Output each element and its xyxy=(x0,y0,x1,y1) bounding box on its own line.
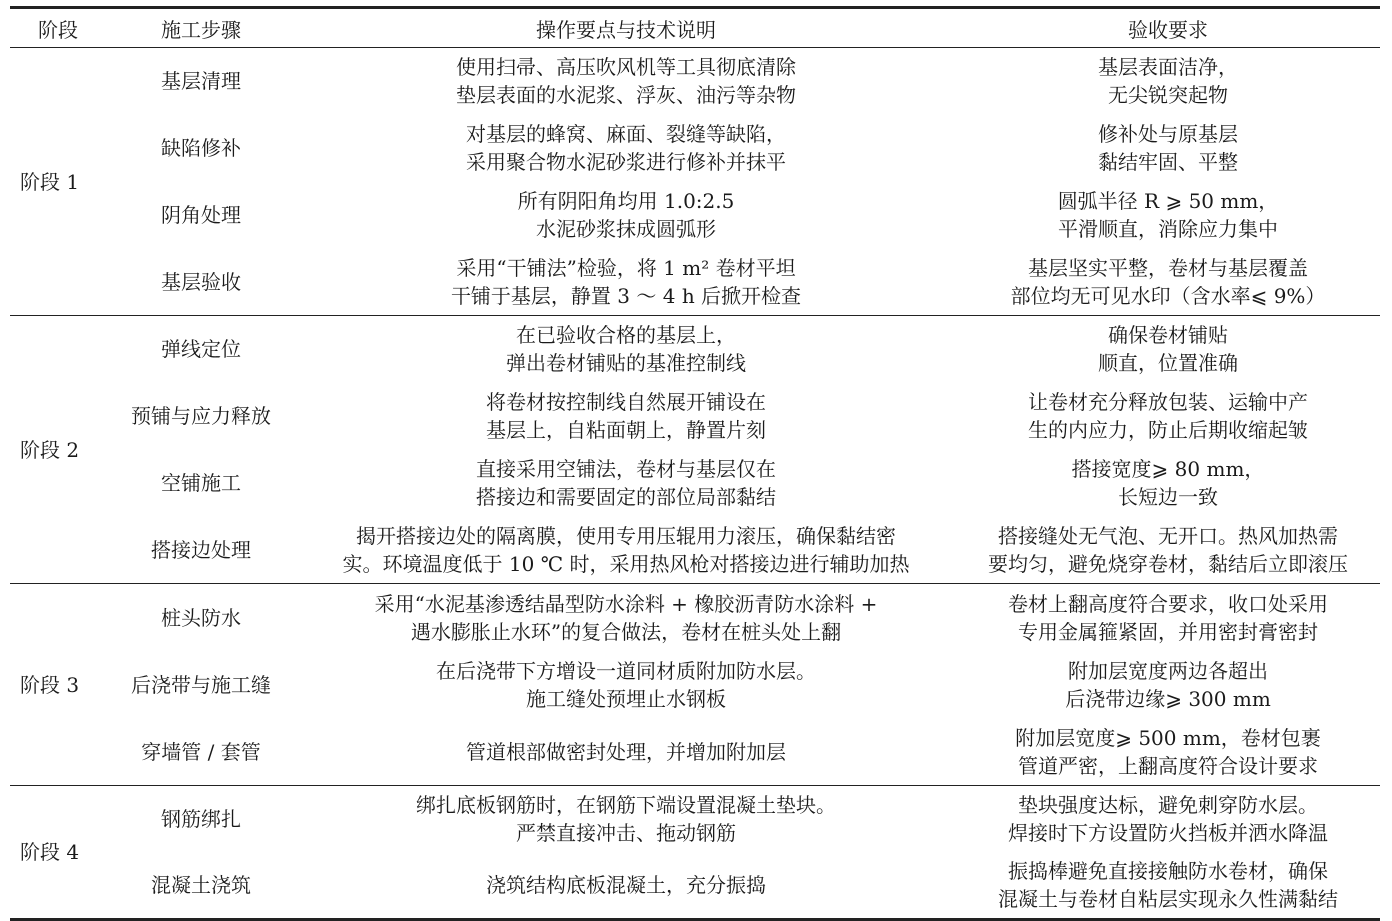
operation-line: 水泥砂浆抹成圆弧形 xyxy=(536,217,716,241)
acceptance-cell xyxy=(956,316,1380,383)
stage-cell: 阶段 2 xyxy=(10,316,106,584)
stage-cell: 阶段 4 xyxy=(10,786,106,920)
operation-line: 揭开搭接边处的隔离膜，使用专用压辊用力滚压，确保黏结密 xyxy=(356,523,896,548)
step-cell: 钢筋绑扎 xyxy=(161,807,241,832)
acceptance-line: 附加层宽度两边各超出 xyxy=(1068,659,1268,683)
acceptance-cell xyxy=(956,652,1380,719)
acceptance-line: 焊接时下方设置防火挡板并洒水降温 xyxy=(1008,821,1328,846)
operation-line: 采用聚合物水泥砂浆进行修补并抹平 xyxy=(466,150,786,174)
acceptance-line: 让卷材充分释放包装、运输中产 xyxy=(1028,390,1308,414)
step-cell: 搭接边处理 xyxy=(106,517,296,584)
acceptance-line: 后浇带边缘⩾ 300 mm xyxy=(1065,687,1271,711)
acceptance-line: 垫块强度达标，避免刺穿防水层。 xyxy=(1018,793,1318,818)
table-row xyxy=(10,115,1380,182)
acceptance-line: 管道严密，上翻高度符合设计要求 xyxy=(1018,753,1318,778)
table-row xyxy=(10,786,1380,853)
step-cell: 穿墙管 / 套管 xyxy=(106,719,296,786)
operation-cell xyxy=(296,316,956,383)
operation-line: 将卷材按控制线自然展开铺设在 xyxy=(486,390,766,414)
acceptance-line: 黏结牢固、平整 xyxy=(1098,150,1238,174)
table-row xyxy=(10,48,1380,115)
step-cell: 基层清理 xyxy=(161,69,241,94)
acceptance-line: 混凝土与卷材自粘层实现永久性满黏结 xyxy=(998,887,1338,912)
operation-line: 所有阴阳角均用 1.0:2.5 xyxy=(517,189,735,213)
acceptance-line: 附加层宽度⩾ 500 mm，卷材包裹 xyxy=(1015,725,1321,750)
acceptance-line: 专用金属箍紧固，并用密封膏密封 xyxy=(1018,619,1318,644)
acceptance-cell xyxy=(956,115,1380,182)
step-cell: 缺陷修补 xyxy=(161,136,241,160)
operation-line: 弹出卷材铺贴的基准控制线 xyxy=(506,351,746,376)
acceptance-cell xyxy=(956,249,1380,316)
header-step: 施工步骤 xyxy=(106,8,296,48)
acceptance-line: 部位均无可见水印（含水率⩽ 9%） xyxy=(1010,283,1326,308)
acceptance-line: 无尖锐突起物 xyxy=(1108,83,1228,108)
acceptance-line: 振捣棒避免直接接触防水卷材，确保 xyxy=(1008,859,1328,884)
table-row xyxy=(10,719,1380,786)
operation-line: 对基层的蜂窝、麻面、裂缝等缺陷， xyxy=(466,122,786,146)
acceptance-cell xyxy=(956,450,1380,517)
acceptance-line: 圆弧半径 R ⩾ 50 mm， xyxy=(1057,189,1279,213)
acceptance-line: 确保卷材铺贴 xyxy=(1108,323,1228,348)
acceptance-cell xyxy=(956,853,1380,920)
acceptance-line: 生的内应力，防止后期收缩起皱 xyxy=(1028,418,1308,442)
table-row xyxy=(10,584,1380,652)
stage-cell: 阶段 3 xyxy=(10,584,106,786)
acceptance-line: 顺直，位置准确 xyxy=(1098,351,1238,376)
acceptance-cell xyxy=(956,719,1380,786)
operation-line: 搭接边和需要固定的部位局部黏结 xyxy=(476,485,776,509)
acceptance-cell xyxy=(956,786,1380,853)
table-row xyxy=(10,316,1380,383)
operation-cell xyxy=(296,249,956,316)
acceptance-cell xyxy=(956,383,1380,450)
table-row xyxy=(10,383,1380,450)
table-row xyxy=(10,652,1380,719)
operation-line: 直接采用空铺法，卷材与基层仅在 xyxy=(476,457,776,481)
acceptance-line: 修补处与原基层 xyxy=(1098,122,1238,146)
header-operation: 操作要点与技术说明 xyxy=(296,8,956,48)
acceptance-cell xyxy=(956,517,1380,584)
step-cell: 空铺施工 xyxy=(161,471,241,495)
step-cell: 预铺与应力释放 xyxy=(131,404,271,428)
table-body xyxy=(10,48,1380,920)
table-row xyxy=(10,517,1380,584)
table-row xyxy=(10,853,1380,920)
table-row xyxy=(10,450,1380,517)
operation-cell xyxy=(296,115,956,182)
operation-line: 浇筑结构底板混凝土，充分振捣 xyxy=(486,873,766,898)
operation-cell xyxy=(296,853,956,920)
operation-cell xyxy=(296,182,956,249)
table-header xyxy=(10,8,1380,48)
operation-cell xyxy=(296,383,956,450)
operation-cell xyxy=(296,719,956,786)
operation-line: 干铺于基层，静置 3 ～ 4 h 后掀开检查 xyxy=(450,283,802,308)
acceptance-line: 基层坚实平整，卷材与基层覆盖 xyxy=(1028,255,1308,280)
acceptance-line: 要均匀，避免烧穿卷材，黏结后立即滚压 xyxy=(988,551,1348,576)
operation-line: 绑扎底板钢筋时，在钢筋下端设置混凝土垫块。 xyxy=(416,793,836,818)
step-cell: 基层验收 xyxy=(106,249,296,316)
acceptance-line: 搭接宽度⩾ 80 mm， xyxy=(1071,457,1265,481)
header-stage: 阶段 xyxy=(10,8,106,48)
operation-line: 在后浇带下方增设一道同材质附加防水层。 xyxy=(436,659,816,683)
operation-line: 严禁直接冲击、拖动钢筋 xyxy=(516,821,736,846)
acceptance-cell xyxy=(956,48,1380,115)
operation-line: 施工缝处预埋止水钢板 xyxy=(526,687,726,711)
acceptance-line: 搭接缝处无气泡、无开口。热风加热需 xyxy=(998,523,1338,548)
operation-cell xyxy=(296,48,956,115)
acceptance-cell xyxy=(956,584,1380,652)
acceptance-cell xyxy=(956,182,1380,249)
construction-steps-document xyxy=(10,6,1380,921)
header-acceptance: 验收要求 xyxy=(956,8,1380,48)
operation-cell xyxy=(296,450,956,517)
operation-line: 采用“水泥基渗透结晶型防水涂料 + 橡胶沥青防水涂料 + xyxy=(374,591,878,616)
operation-line: 采用“干铺法”检验，将 1 m² 卷材平坦 xyxy=(456,255,796,280)
table-row xyxy=(10,249,1380,316)
operation-cell xyxy=(296,652,956,719)
acceptance-line: 基层表面洁净， xyxy=(1098,55,1238,80)
step-cell: 弹线定位 xyxy=(161,337,241,362)
operation-cell xyxy=(296,517,956,584)
header-row xyxy=(10,8,1380,48)
operation-line: 实。环境温度低于 10 ℃ 时，采用热风枪对搭接边进行辅助加热 xyxy=(342,551,910,576)
table-row xyxy=(10,182,1380,249)
operation-line: 基层上，自粘面朝上，静置片刻 xyxy=(486,418,766,442)
construction-steps-table xyxy=(10,6,1380,921)
operation-line: 垫层表面的水泥浆、浮灰、油污等杂物 xyxy=(456,83,796,108)
acceptance-line: 卷材上翻高度符合要求，收口处采用 xyxy=(1008,591,1328,616)
operation-cell xyxy=(296,584,956,652)
operation-line: 遇水膨胀止水环”的复合做法，卷材在桩头处上翻 xyxy=(410,619,842,644)
operation-cell xyxy=(296,786,956,853)
step-cell: 桩头防水 xyxy=(161,605,241,630)
step-cell: 后浇带与施工缝 xyxy=(131,673,271,697)
acceptance-line: 平滑顺直，消除应力集中 xyxy=(1058,217,1278,241)
operation-line: 管道根部做密封处理，并增加附加层 xyxy=(466,739,786,764)
acceptance-line: 长短边一致 xyxy=(1118,485,1218,509)
step-cell: 混凝土浇筑 xyxy=(106,853,296,920)
step-cell: 阴角处理 xyxy=(161,203,241,227)
operation-line: 在已验收合格的基层上， xyxy=(516,323,736,348)
stage-cell: 阶段 1 xyxy=(10,48,106,316)
operation-line: 使用扫帚、高压吹风机等工具彻底清除 xyxy=(456,55,796,80)
